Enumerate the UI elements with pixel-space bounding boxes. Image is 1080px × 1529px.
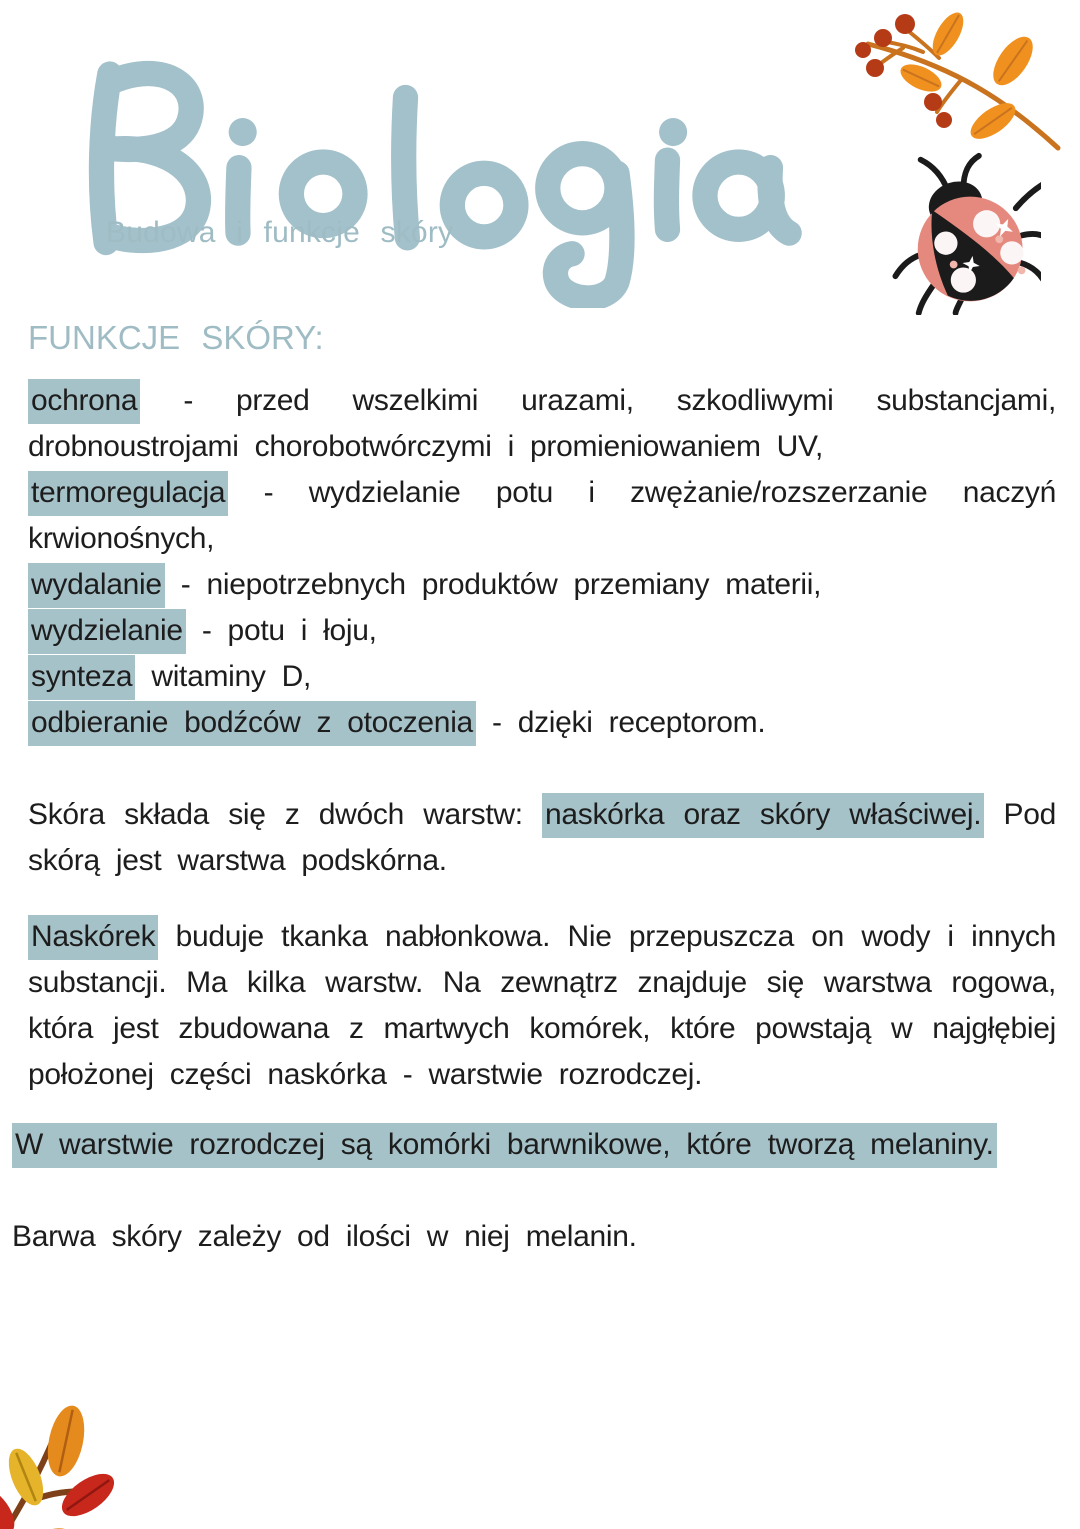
ladybug-wing-split xyxy=(931,210,1013,301)
function-item-text: - potu i łoju, xyxy=(185,614,377,647)
paragraph-text: Pod skórą jest warstwa podskórna. xyxy=(28,798,1056,877)
paragraph-text: Skóra składa się z dwóch warstw: xyxy=(28,798,542,831)
paragraph-highlight: Naskórek xyxy=(28,915,158,960)
function-term-highlight: wydzielanie xyxy=(28,609,186,654)
function-term-highlight: termoregulacja xyxy=(28,471,228,516)
handwritten-title-biologia xyxy=(72,46,812,308)
notes-content xyxy=(0,318,1080,1260)
section-heading-functions: FUNKCJE SKÓRY: xyxy=(28,319,324,356)
function-term-highlight: wydalanie xyxy=(28,563,165,608)
function-item xyxy=(28,470,1056,562)
title-block xyxy=(72,46,832,306)
function-item xyxy=(28,608,1056,654)
skin-layers-paragraph xyxy=(28,792,1056,884)
function-item-text: - niepotrzebnych produktów przemiany materii, xyxy=(164,568,822,601)
ladybug-legs xyxy=(895,156,1041,313)
function-item-text: witaminy D, xyxy=(135,660,312,693)
function-term-highlight: odbieranie bodźców z otoczenia xyxy=(28,701,476,746)
function-item xyxy=(28,654,1056,700)
autumn-leaves-icon xyxy=(0,1403,150,1529)
function-term-highlight: ochrona xyxy=(28,379,140,424)
autumn-branch-icon xyxy=(843,6,1063,151)
page-subtitle: Budowa i funkcje skóry xyxy=(106,216,454,249)
function-item xyxy=(28,700,1056,746)
berries xyxy=(855,14,952,128)
function-item-text: - przed wszelkimi urazami, szkodliwymi substancjami, drobnoustrojami chorobotwórczymi i promieniowaniem UV, xyxy=(28,384,1056,463)
ladybug-icon xyxy=(876,150,1041,315)
function-term-highlight: synteza xyxy=(28,655,135,700)
paragraph-text: buduje tkanka nabłonkowa. Nie przepuszcza on wody i innych substancji. Ma kilka warstw. Na zewnątrz znajduje się warstwa rogowa, która jest zbudowana z martwych komórek, które powstają w najgłębiej położonej części naskórka - warstwie rozrodczej. xyxy=(28,920,1056,1091)
paragraph-highlight: W warstwie rozrodczej są komórki barwnikowe, które tworzą melaniny. xyxy=(12,1123,997,1168)
functions-list xyxy=(28,378,1056,746)
ladybug-body xyxy=(918,197,1023,302)
melanin-paragraph xyxy=(12,1122,1056,1168)
paragraph-highlight: naskórka oraz skóry właściwej. xyxy=(542,793,984,838)
skin-color-paragraph: Barwa skóry zależy od ilości w niej melanin. xyxy=(12,1220,637,1253)
ladybug-spots xyxy=(934,210,1025,292)
function-item xyxy=(28,378,1056,470)
ladybug-head xyxy=(923,175,988,234)
epidermis-paragraph xyxy=(28,914,1056,1098)
branch-leaves xyxy=(896,8,1040,146)
function-item-text: - dzięki receptorom. xyxy=(475,706,766,739)
function-item-text: - wydzielanie potu i zwężanie/rozszerzanie naczyń krwionośnych, xyxy=(28,476,1056,555)
function-item xyxy=(28,562,1056,608)
